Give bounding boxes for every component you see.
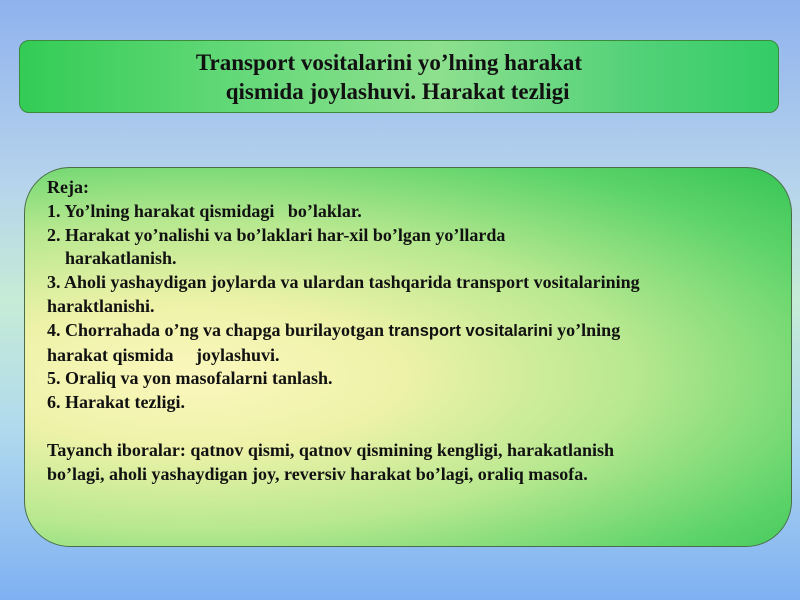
plan-item-4-part-1: 4. Chorrahada o’ng va chapga burilayotgan (47, 319, 385, 340)
content-panel (24, 167, 792, 547)
keywords-line-1: Tayanch iboralar: qatnov qismi, qatnov qismining kengligi, harakatlanish (47, 439, 614, 460)
plan-item-4 (47, 319, 791, 344)
plan-item-3-continued: haraktlanishi. (47, 295, 155, 316)
plan-item-2-continued: harakatlanish. (47, 248, 177, 269)
slide-title: Transport vositalarini yo’lning harakat qismida joylashuvi. Harakat tezligi (195, 49, 583, 104)
plan-item-4-part-2: transport vositalarini (388, 321, 553, 340)
plan-item-1: 1. Yo’lning harakat qismidagi bo’laklar. (47, 200, 362, 221)
plan-item-4-part-3: yo’lning (552, 319, 621, 340)
plan-item-4-continued: harakat qismida joylashuvi. (47, 344, 280, 365)
plan-item-6: 6. Harakat tezligi. (47, 392, 185, 413)
plan-heading: Reja: (47, 177, 89, 197)
keywords-line-2: bo’lagi, aholi yashaydigan joy, reversiv harakat bo’lagi, oraliq masofa. (47, 463, 588, 484)
plan-text (47, 176, 791, 486)
title-banner (19, 40, 779, 113)
plan-item-5: 5. Oraliq va yon masofalarni tanlash. (47, 368, 333, 389)
plan-item-2: 2. Harakat yo’nalishi va bo’laklari har-xil bo’lgan yo’llarda (47, 224, 506, 245)
plan-item-3: 3. Aholi yashaydigan joylarda va ulardan tashqarida transport vositalarining (47, 272, 640, 293)
spacer (47, 415, 791, 439)
